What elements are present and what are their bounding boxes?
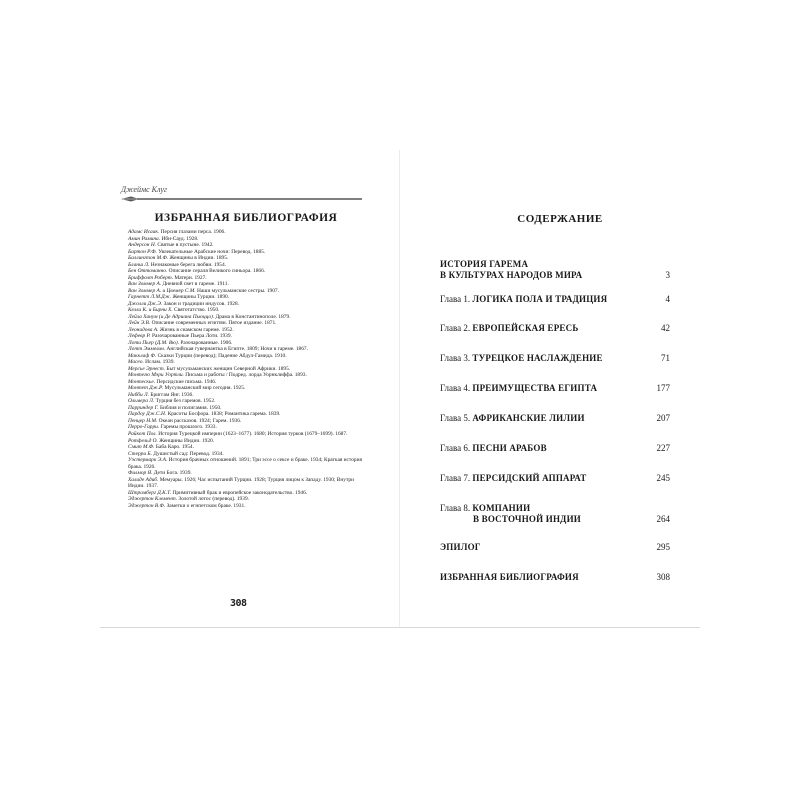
toc-page-number: 42: [661, 323, 670, 333]
entry-text: Ибн-Сауд. 1928.: [160, 235, 199, 242]
entry-author: Бриффолт Роберт.: [128, 274, 174, 281]
toc-chapter-title: ЛОГИКА ПОЛА И ТРАДИЦИЯ: [472, 294, 608, 304]
entry-author: Гарнетт Л.М.Дж.: [128, 294, 172, 301]
toc-chapter-title: ИЗБРАННАЯ БИБЛИОГРАФИЯ: [440, 572, 579, 582]
entry-text: Разочарованные Пьера Лоти. 1939.: [150, 333, 232, 340]
entry-text: Турция без гаремов. 1952.: [154, 398, 216, 405]
toc-chapter-number: Глава 7.: [440, 473, 473, 483]
entry-author: Эджертон В.Ф.: [128, 502, 166, 509]
entry-author: Парриндер Г.: [128, 404, 159, 411]
toc-chapter-number: Глава 8.: [440, 503, 473, 513]
toc-chapter-title: ПЕСНИ АРАБОВ: [472, 443, 547, 453]
entry-text: Океан рассказов. 1924; Гарем. 1936.: [157, 417, 242, 424]
entry-author: Андерсон Н.: [128, 242, 157, 249]
entry-author: Келли К. и Бирни Х.: [128, 307, 173, 314]
entry-author: Монтет Дж.Р.: [128, 385, 164, 392]
entry-author: Масео.: [128, 359, 144, 366]
entry-text: Персидские письма. 1946.: [155, 378, 217, 385]
entry-author: Джолли Дж.Э.: [128, 300, 163, 307]
toc-chapter-number: Глава 6.: [440, 443, 473, 453]
entry-author: Лейла Ханум (и Де Адриана Пьюццо).: [128, 313, 215, 320]
entry-text: Описание сераля Великого синьора. 1866.: [167, 268, 266, 275]
toc-chapter-title: ПРЕИМУЩЕСТВА ЕГИПТА: [472, 383, 598, 393]
entry-text: История Турецкой империи (1623–1677). 1680; История турков (1679–1699). 1687.: [156, 430, 348, 437]
entry-author: Райкот Пол.: [128, 430, 157, 437]
entry-text: Примитивный брак и европейское законодательство. 1946.: [171, 489, 308, 496]
page-number: 308: [230, 598, 247, 609]
page-bottom-edge: [100, 627, 700, 628]
entry-author: Перро-Гарри.: [128, 424, 160, 431]
entry-author: Уэстермарк Э.А.: [128, 457, 168, 464]
entry-author: Смит М.Ф.: [128, 444, 155, 451]
toc-page-number: 207: [656, 413, 670, 423]
toc-chapter-number: Глава 1.: [440, 294, 473, 304]
contents-title: СОДЕРЖАНИЕ: [517, 213, 603, 225]
toc-page-number: 245: [656, 473, 670, 483]
toc-chapter-number: Глава 5.: [440, 413, 473, 423]
toc-page-number: 3: [665, 270, 670, 280]
entry-author: Ротфельд О.: [128, 437, 158, 444]
toc-page-number: 4: [665, 294, 670, 304]
entry-text: Персия глазами перса. 1906.: [159, 229, 226, 235]
entry-text: Закон и традиции индусов. 1928.: [162, 300, 240, 307]
pen-ornament-icon: [121, 195, 362, 203]
toc-page-number: 264: [656, 514, 670, 524]
entry-text: Драма в Константинополе. 1879.: [214, 313, 291, 320]
bibliography-entry: [128, 503, 364, 510]
entry-author: Филмор Я.: [128, 470, 153, 477]
entry-text: Быт мусульманских женщин Северной Африки. 1895.: [165, 365, 291, 372]
entry-author: Монтегю Мэри Уортли.: [128, 372, 184, 379]
toc-chapter-title: ЭПИЛОГ: [440, 542, 481, 552]
entry-author: Пенцер Н.М.: [128, 417, 158, 424]
toc-chapter-title: В КУЛЬТУРАХ НАРОДОВ МИРА: [440, 270, 583, 280]
entry-text: Наши мусульманские сестры. 1907.: [195, 287, 279, 294]
entry-text: Заметки о египетском браке. 1931.: [165, 502, 246, 509]
entry-author: Эджертон Клемент.: [128, 496, 178, 503]
entry-text: Дневной свет в гареме. 1911.: [161, 281, 229, 288]
toc-page-number: 227: [656, 443, 670, 453]
entry-text: Бриггам Янг. 1936.: [149, 391, 194, 398]
toc-chapter-title: ТУРЕЦКОЕ НАСЛАЖДЕНИЕ: [472, 353, 603, 363]
toc-chapter-title: ПЕРСИДСКИЙ АППАРАТ: [472, 473, 587, 483]
entry-text: Английская гувернантка в Египте. 1809; Ночи в гареме. 1867.: [165, 346, 308, 353]
entry-text: Душистый сад: Перевод. 1934.: [151, 450, 224, 457]
entry-text: Красоты Босфора. 1838; Романтика гарема. 1839.: [166, 411, 281, 418]
entry-author: Штромберг Д.К.Т.: [128, 489, 172, 496]
entry-text: Библия и полигамия. 1950.: [158, 404, 222, 411]
entry-author: Ван Зоммер А. и Цвемер С.М.: [128, 287, 196, 294]
entry-author: Бен Оттоманно.: [128, 268, 168, 275]
toc-page-number: 295: [656, 542, 670, 552]
bibliography-entry: [128, 457, 364, 470]
entry-text: Женщины Турции. 1890.: [171, 294, 230, 301]
entry-text: Сказки Турции (перевод); Падение Абдул-Гамида. 1910.: [156, 352, 287, 359]
entry-text: Письма и работы / Подред. лорда Уорнклиффа. 1893.: [183, 372, 307, 379]
entry-text: Незнакомые берега любви. 1954.: [149, 261, 227, 268]
entry-text: Баба Каро. 1954.: [154, 444, 194, 451]
entry-author: Мерсье Эрнест.: [128, 365, 166, 372]
toc-page-number: 177: [656, 383, 670, 393]
entry-text: Мемуары. 1926; Час испытаний Турции. 1928; Турция лицом к Западу. 1930; Внутри Индии. 1937.: [128, 476, 354, 490]
toc-chapter-number: Глава 3.: [440, 353, 473, 363]
entry-text: Женщины Индии. 1920.: [157, 437, 215, 444]
entry-text: Святые в пустыне. 1942.: [156, 242, 214, 249]
running-head-author: Джеймс Клуг: [121, 185, 167, 194]
entry-author: Ольмера Л.: [128, 398, 155, 405]
entry-author: Пардоу Дж.С.Н.: [128, 411, 167, 418]
bibliography-title: ИЗБРАННАЯ БИБЛИОГРАФИЯ: [154, 212, 338, 224]
entry-text: Разочарованные. 1906.: [179, 339, 233, 346]
entry-author: Ван Зоммер А.: [128, 281, 162, 288]
entry-text: Дети Бога. 1939.: [152, 470, 192, 477]
entry-author: Леонидова А.: [128, 326, 159, 333]
entry-author: Монтескье.: [128, 378, 156, 385]
entry-author: Лоти Пьер (Д.М. Вю).: [128, 339, 180, 346]
entry-author: Баллингтон М.Ф.: [128, 255, 169, 262]
entry-text: Мусульманский мир сегодня. 1925.: [163, 385, 246, 392]
entry-author: Лотт Эммелин.: [128, 346, 166, 353]
entry-author: Бартон Р.Ф.: [128, 248, 157, 255]
entry-author: Халиде Адиб.: [128, 476, 159, 483]
entry-text: Матери. 1927.: [173, 274, 207, 281]
toc-chapter-number: Глава 4.: [440, 383, 473, 393]
toc-chapter-title: ЕВРОПЕЙСКАЯ ЕРЕСЬ: [472, 323, 579, 333]
entry-author: Лейн Э.В.: [128, 320, 151, 327]
entry-author: Лефевр Р.: [128, 333, 151, 340]
entry-author: Макклаф Ф.: [128, 352, 157, 359]
entry-text: Увлекательные Арабские ночи: Перевод. 1885.: [156, 248, 266, 255]
toc-chapter-title: АФРИКАНСКИЕ ЛИЛИИ: [472, 413, 585, 423]
toc-chapter-title: ИСТОРИЯ ГАРЕМА: [440, 259, 529, 269]
book-gutter: [399, 150, 400, 627]
entry-text: Женщины в Индии. 1895.: [168, 255, 229, 262]
toc-chapter-title: В ВОСТОЧНОЙ ИНДИИ: [473, 514, 581, 524]
entry-text: Жизнь в сиамском гареме. 1952.: [158, 326, 234, 333]
entry-text: Святотатство. 1950.: [172, 307, 220, 314]
bibliography-list: [128, 229, 364, 509]
entry-text: Золотой лотос (перевод). 1939.: [177, 496, 249, 503]
entry-author: Бланш Л.: [128, 261, 150, 268]
bibliography-entry: [128, 477, 364, 490]
toc-chapter-title: КОМПАНИИ: [472, 503, 531, 513]
entry-author: Адамс Исаак.: [128, 229, 160, 235]
entry-author: Нибби Л.: [128, 391, 150, 398]
entry-text: Описание современных египтян. Пятое издание. 1871.: [150, 320, 277, 327]
entry-author: Стерри Б.: [128, 450, 152, 457]
entry-text: Ислам. 1939.: [143, 359, 175, 366]
toc-page-number: 308: [656, 572, 670, 582]
entry-text: История брачных отношений. 1891; Три эссе о сексе и браке. 1934; Краткая история брака. 1926.: [128, 457, 362, 470]
toc-chapter-number: Глава 2.: [440, 323, 473, 333]
toc-page-number: 71: [661, 353, 670, 363]
entry-text: Гаремы прошлого. 1933.: [159, 424, 217, 431]
entry-author: Амин Рамина.: [128, 235, 161, 242]
